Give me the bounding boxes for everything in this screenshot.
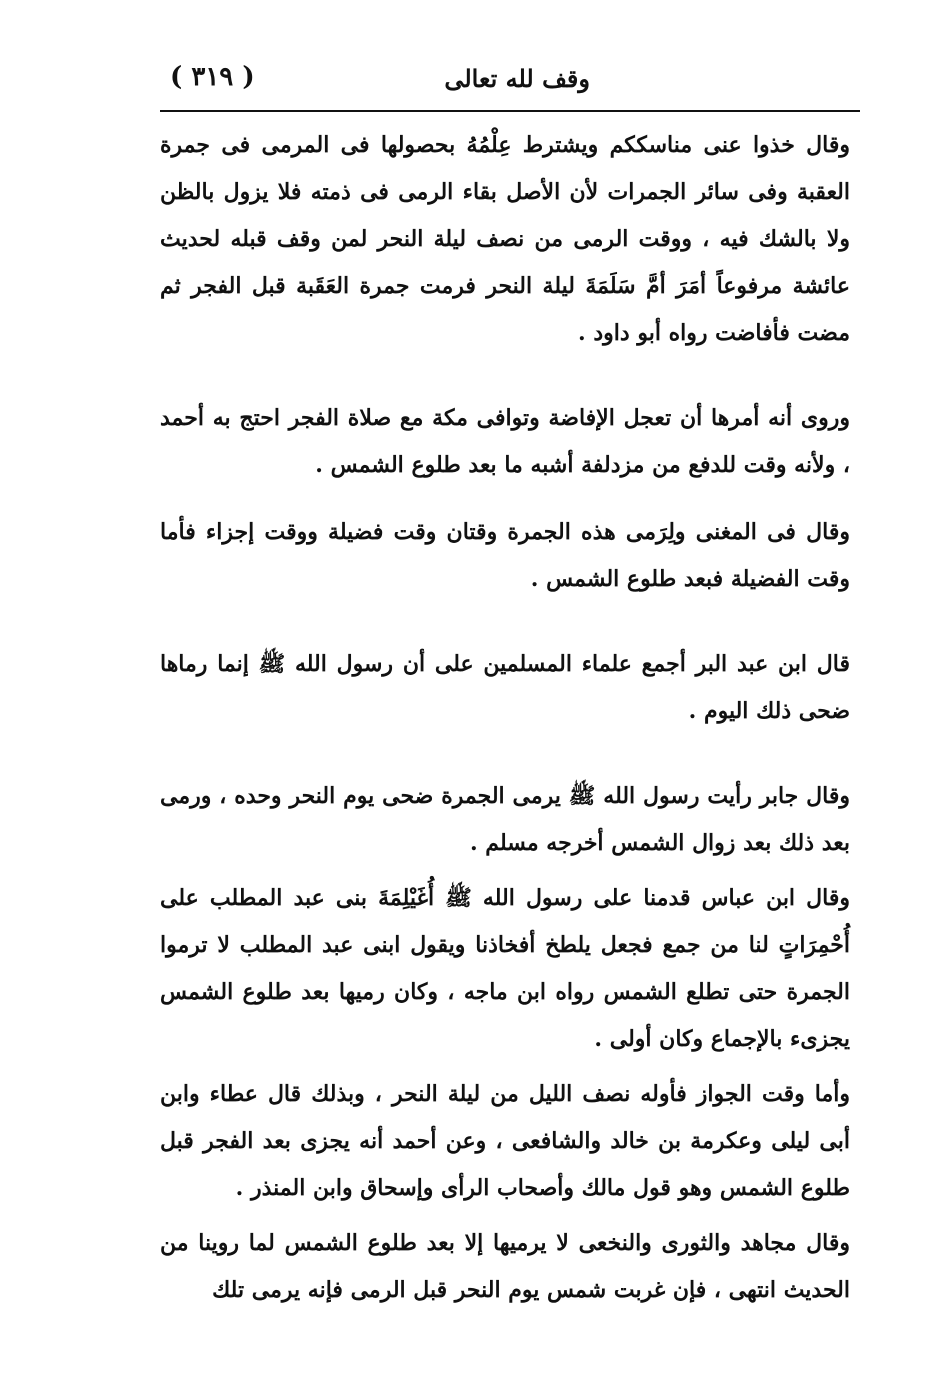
page-number: ( ٣١٩ )	[170, 62, 255, 92]
paragraph-8: وقال مجاهد والثورى والنخعى لا يرميها إلا بعد طلوع الشمس لما روينا من الحديث انتهى ، فإن غربت شمس يوم النحر قبل الرمى فإنه يرمى تلك	[160, 1230, 850, 1303]
page-header	[160, 60, 850, 104]
header-rule	[160, 110, 860, 112]
running-title: وقف لله تعالى	[444, 64, 590, 93]
paragraph-5: وقال جابر رأيت رسول الله ﷺ يرمى الجمرة ضحى يوم النحر وحده ، ورمى بعد ذلك بعد زوال الشمس أخرجه مسلم .	[160, 783, 850, 856]
paragraph-4: قال ابن عبد البر أجمع علماء المسلمين على أن رسول الله ﷺ إنما رماها ضحى ذلك اليوم .	[160, 651, 850, 724]
paragraph-1: وقال خذوا عنى مناسككم ويشترط عِلْمُهُ بحصولها فى المرمى فى جمرة العقبة وفى سائر الجمرات لأن الأصل بقاء الرمى فى ذمته فلا يزول بالظن ولا بالشك فيه ، ووقت الرمى من نصف ليلة النحر لمن وقف قبله لحديث عائشة مرفوعاً أمَرَ أمَّ سَلَمَةَ ليلة النحر فرمت جمرة العَقَبة قبل الفجر ثم مضت فأفاضت رواه أبو داود .	[160, 132, 850, 346]
body-text	[160, 122, 850, 1314]
paragraph-7: وأما وقت الجواز فأوله نصف الليل من ليلة النحر ، وبذلك قال عطاء وابن أبى ليلى وعكرمة بن خالد والشافعى ، وعن أحمد أنه يجزى بعد الفجر قبل طلوع الشمس وهو قول مالك وأصحاب الرأى وإسحاق وابن المنذر .	[160, 1081, 850, 1201]
paragraph-6: وقال ابن عباس قدمنا على رسول الله ﷺ أُغَيْلِمَةَ بنى عبد المطلب على أُحْمِرَاتٍ لنا من جمع فجعل يلطخ أفخاذنا ويقول ابنى عبد المطلب لا ترموا الجمرة حتى تطلع الشمس رواه ابن ماجه ، وكان رميها بعد طلوع الشمس يجزىء بالإجماع وكان أولى .	[160, 885, 850, 1052]
paragraph-3: وقال فى المغنى ولِرَمى هذه الجمرة وقتان وقت فضيلة ووقت إجزاء فأما وقت الفضيلة فبعد طلوع الشمس .	[160, 519, 850, 592]
paragraph-2: وروى أنه أمرها أن تعجل الإفاضة وتوافى مكة مع صلاة الفجر احتج به أحمد ، ولأنه وقت للدفع من مزدلفة أشبه ما بعد طلوع الشمس .	[160, 405, 850, 478]
